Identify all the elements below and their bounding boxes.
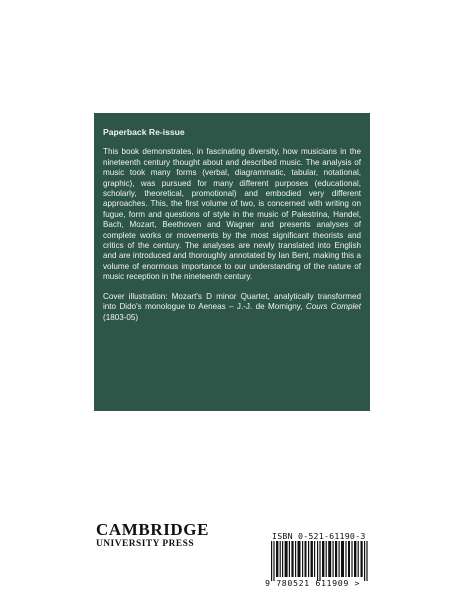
publisher-name: CAMBRIDGE (96, 520, 210, 539)
cover-credit-prefix: Cover illustration: Mozart's D minor Quartet, analytically transformed into Dido's monologue to Aeneas – J.-J. de Momigny, (103, 291, 361, 312)
cover-credit-title: Cours Complet (305, 302, 361, 312)
panel-heading: Paperback Re-issue (103, 127, 185, 137)
back-cover-panel (94, 113, 370, 411)
description-paragraph: This book demonstrates, in fascinating diversity, how musicians in the nineteenth century thought about and described music. The analysis of music took many forms (verbal, diagrammatic, tabular, notational, graphic), was pursued for many different purposes (educational, scholarly, theoretical, promotional) and embodied very different approaches. This, the first volume of two, is concerned with writing on fugue, form and questions of style in the music of Palestrina, Handel, Bach, Mozart, Beethoven and Wagner and presents analyses of complete works or movements by the most significant theorists and critics of the century. The analyses are newly translated into English and are introduced and thoroughly annotated by Ian Bent, making this a volume of enormous importance to our understanding of the nature of music reception in the nineteenth century. (103, 147, 361, 282)
cover-illustration-credit (103, 292, 361, 323)
publisher-logo (96, 521, 209, 550)
publisher-subtitle: UNIVERSITY PRESS (96, 539, 195, 549)
cover-credit-suffix: (1803-05) (103, 312, 139, 322)
isbn-label: ISBN 0-521-61190-3 (272, 531, 366, 541)
barcode-number: 9 780521 611909 > (265, 578, 361, 588)
barcode-graphic (271, 541, 371, 581)
